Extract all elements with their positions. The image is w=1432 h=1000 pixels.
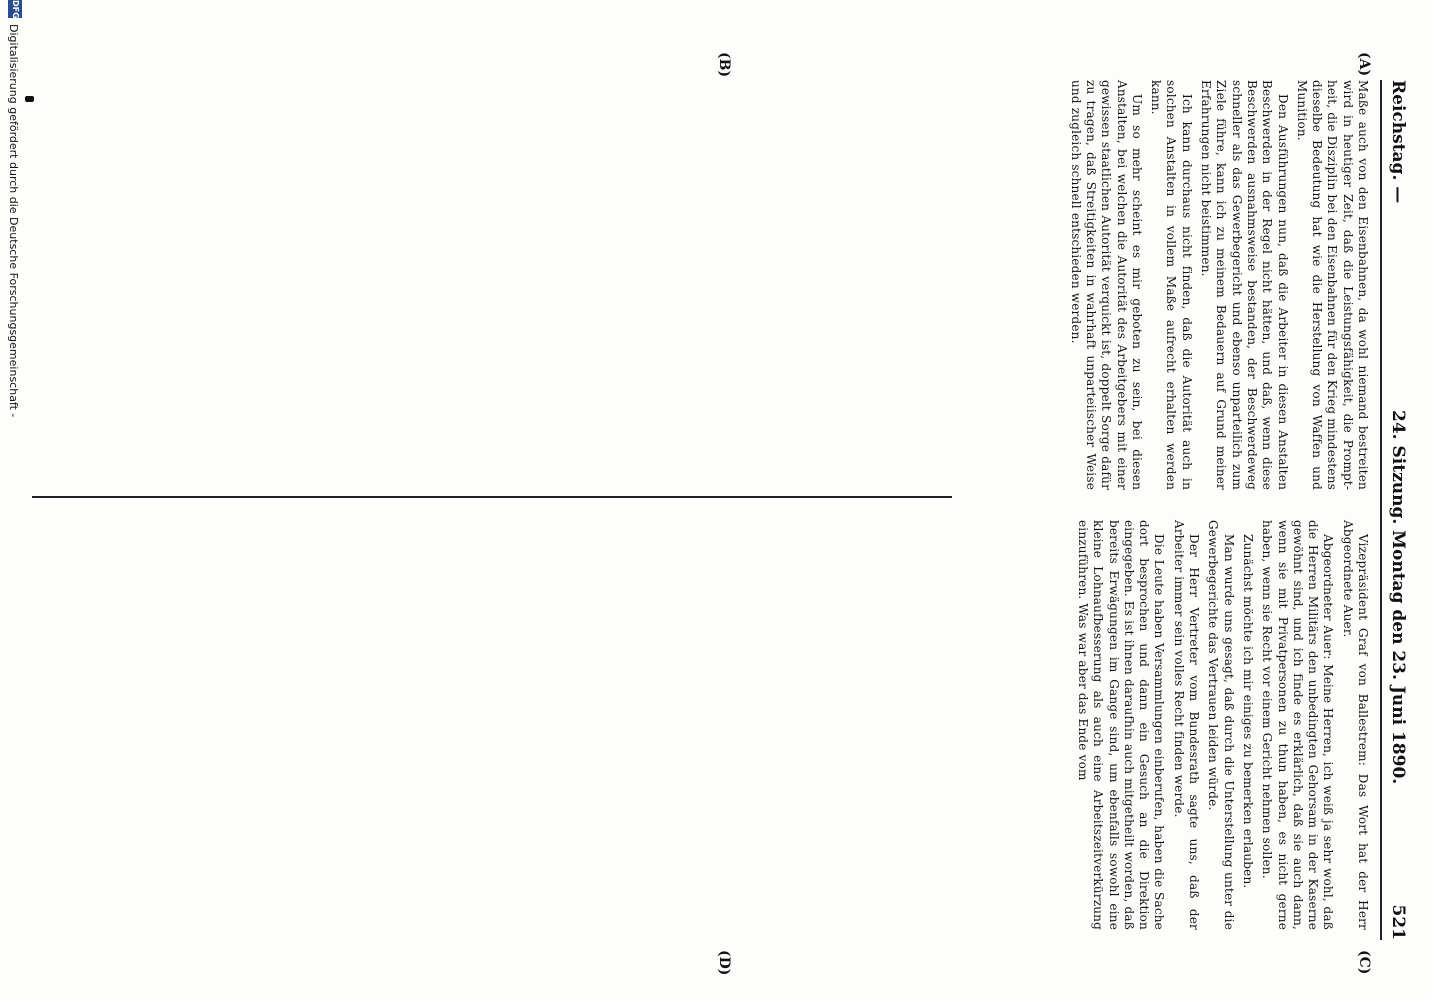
margin-letter-c: (C) <box>1356 950 1372 975</box>
speaker-paragraph: Abgeordneter Auer: Meine Herren, ich weiß ja sehr wohl, daß die Herren Militärs den unbedingten Gehorsam in der Kaserne gewöhnt sind, und ich finde es erklärlich, daß sie auch dann, wenn sie mit Privatpersonen zu thun haben, es nicht gerne haben, wenn sie Recht vor einem Gericht nehmen sollen. <box>1260 520 1336 930</box>
paragraph: Die Leute haben Versammlungen einberufen, haben die Sache dort besprochen und dann ein Gesuch an die Direktion eingegeben. Es ist ihnen daraufhin auch mitgetheilt worden, daß bereits Erwägungen im Gange sind, um ebenfalls sowohl eine kleine Lohnaufbesserung als auch eine Arbeitszeitverkürzung einzuführen. Was war aber das Ende vom <box>1075 520 1167 930</box>
header-center: 24. Sitzung. Montag den 23. Juni 1890. <box>1388 410 1408 785</box>
margin-letter-b: (B) <box>716 52 732 78</box>
paragraph: Zunächst möchte ich mir einiges zu bemerken erlauben. <box>1240 534 1255 889</box>
column-divider <box>32 496 952 498</box>
paragraph: Der Herr Vertreter vom Bundesrath sagte uns, daß der Arbeiter immer sein volles Recht finden werde. <box>1171 520 1202 930</box>
paragraph: Den Ausführungen nun, daß die Arbeiter in diesen Anstalten Beschwerden in der Regel nicht hätten, und daß, wenn diese Beschwerden ausnahmsweise bestanden, der Beschwerdeweg schneller als das Gewerbegericht und ebenso unparteilich zum Ziele führe, kann ich zu meinem Bedauern auf Grund meiner Erfahrungen nicht beistimmen. <box>1199 80 1290 490</box>
paragraph: Um so mehr scheint es mir geboten zu sein, bei diesen Anstalten, bei welchen die Autorität des Arbeitgebers mit einer gewissen staatlichen Autorität verquickt ist, doppelt Sorge dafür zu tragen, daß Streitigkeiten in wahrhaft unparteiischer Weise und zugleich schnell entschieden werden. <box>1068 80 1144 490</box>
right-column <box>1071 520 1370 930</box>
dfg-logo-icon: DFG <box>8 0 22 18</box>
digitization-footer <box>2 0 24 1000</box>
ink-mark <box>25 96 34 102</box>
running-header <box>1380 80 1410 940</box>
margin-letter-d: (D) <box>716 950 732 976</box>
margin-letter-a: (A) <box>1356 52 1372 77</box>
paragraph: Maße auch von den Eisenbahnen, da wohl niemand bestreiten wird in heutiger Zeit, daß die Leistungsfähigkeit, die Promptheit, die Disziplin bei den Eisenbahnen für den Krieg mindestens dieselbe Bedeutung hat wie die Herstellung von Waffen und Munition. <box>1294 80 1370 490</box>
page-number: 521 <box>1388 904 1408 940</box>
header-left: Reichstag. — <box>1388 80 1408 204</box>
speaker-paragraph: Vizepräsident Graf von Ballestrem: Das Wort hat der Herr Abgeordnete Auer. <box>1340 520 1370 930</box>
footer-credit: Digitalisierung gefördert durch die Deutsche Forschungsgemeinschaft - <box>7 24 20 418</box>
paragraph: Man wurde uns gesagt, daß durch die Unterstellung unter die Gewerbegerichte das Vertrauen leiden würde. <box>1206 520 1236 930</box>
paragraph: Ich kann durchaus nicht finden, daß die Autorität auch in solchen Anstalten in vollem Maße aufrecht erhalten werden kann. <box>1149 80 1194 490</box>
left-column <box>1063 80 1370 490</box>
